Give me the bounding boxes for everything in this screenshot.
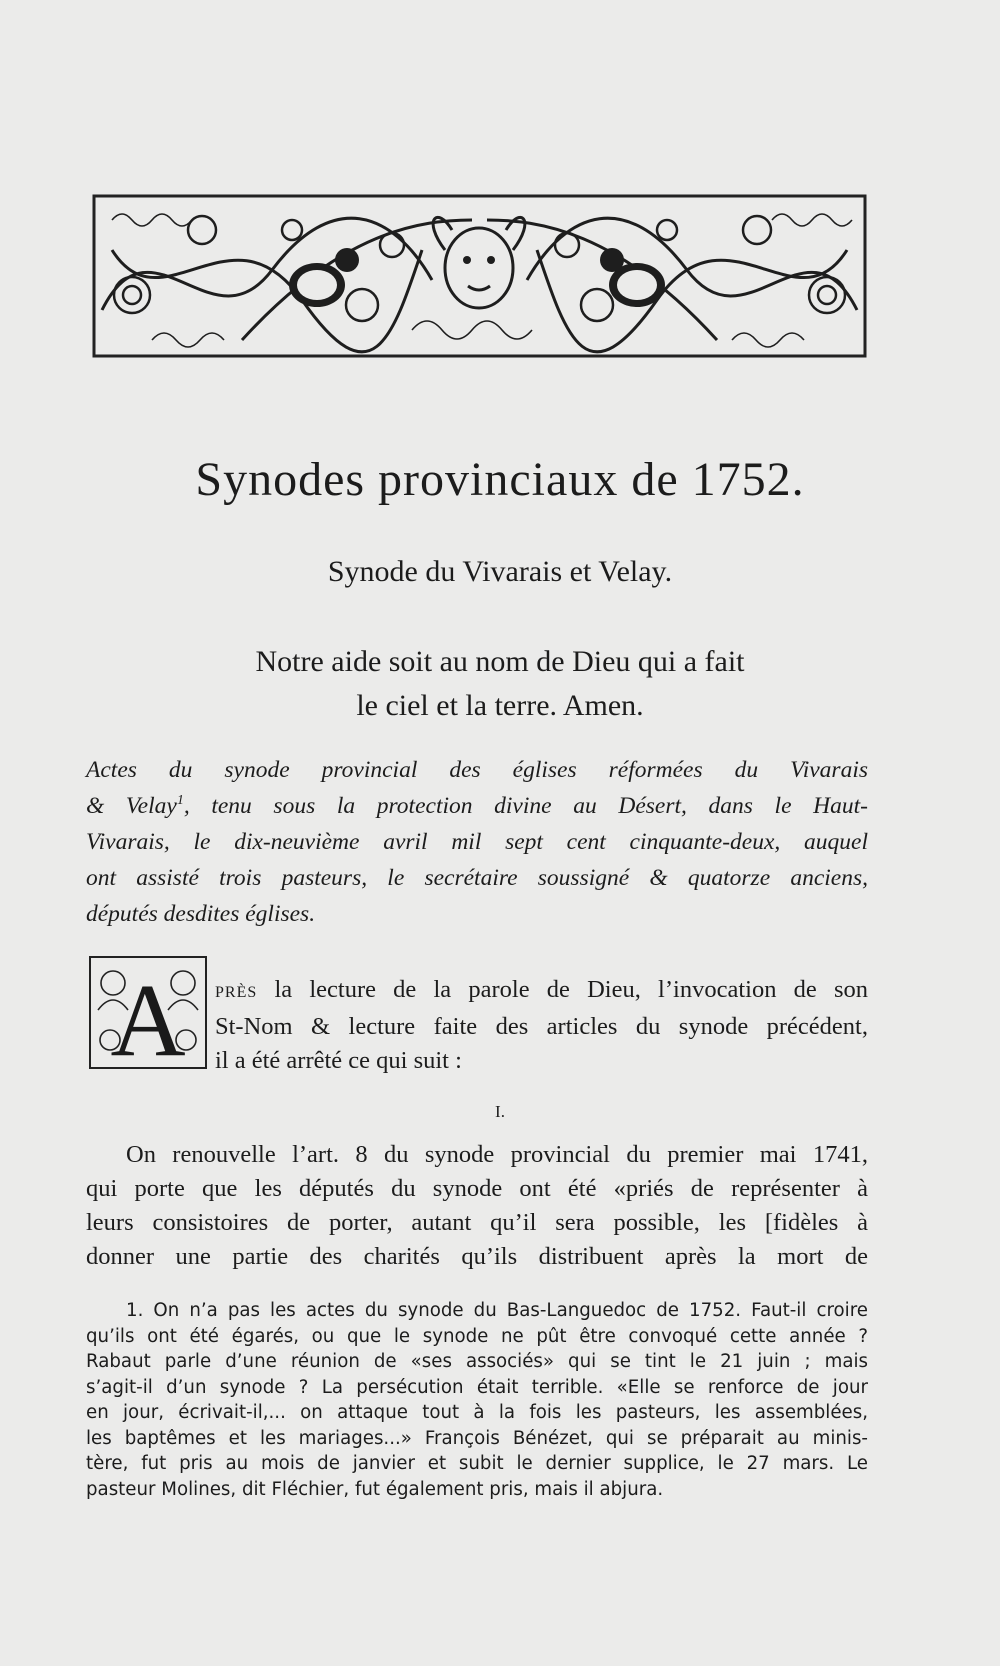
decorated-initial [88,955,208,1070]
footnote [86,1298,868,1502]
opening-line: St-Nom & lecture faite des articles du synode précédent, [215,1013,868,1040]
opening-paragraph [215,973,868,1078]
acts-line: Vivarais, le dix-neuvième avril mil sept cent cinquante-deux, auquel [86,829,868,855]
article-line: On renouvelle l’art. 8 du synode provincial du premier mai 1741, [126,1141,868,1168]
footnote-line: en jour, écrivait-il,... on attaque tout à la fois les pasteurs, les assemblées, [86,1402,868,1423]
acts-line-part: & Velay [86,793,177,819]
footnote-line: pasteur Molines, dit Fléchier, fut également pris, mais il abjura. [86,1478,664,1500]
invocation-line: le ciel et la terre. Amen. [356,689,644,722]
section-number: I. [495,1102,505,1121]
headpiece-ornament-icon [92,190,867,360]
acts-line: députés desdites églises. [86,901,316,927]
footnote-line: Rabaut parle d’une réunion de «ses associés» qui se tint le 21 juin ; mais [86,1351,868,1372]
acts-line-part: , tenu sous la protection divine au Désert, dans le Haut- [183,793,868,819]
opening-line-rest: la lecture de la parole de Dieu, l’invocation de son [257,976,868,1003]
opening-line: il a été arrêté ce qui suit : [215,1047,462,1074]
acts-line [86,788,868,824]
article-paragraph [86,1138,868,1274]
opening-line [215,973,868,1010]
synod-subtitle: Synode du Vivarais et Velay. [327,555,673,588]
invocation [0,640,1000,728]
article-line: leurs consistoires de porter, autant qu’il sera possible, les [fidèles à [86,1209,868,1236]
page-title: Synodes provinciaux de 1752. [195,453,805,506]
opening-smallcaps: PRÈS [215,984,258,1001]
invocation-line: Notre aide soit au nom de Dieu qui a fait [255,645,745,678]
ornamental-headpiece [92,190,867,360]
article-line: donner une partie des charités qu’ils distribuent après la mort de [86,1243,868,1270]
footnote-line: qu’ils ont été égarés, ou que le synode ne pût être convoqué cette année ? [86,1325,868,1347]
footnote-line: 1. On n’a pas les actes du synode du Bas-Languedoc de 1752. Faut-il croire [126,1300,868,1321]
acts-line: ont assisté trois pasteurs, le secrétaire soussigné & quatorze anciens, [86,865,868,891]
acts-heading [86,752,868,932]
footnote-line: s’agit-il d’un synode ? La persécution était terrible. «Elle se renforce de jour [86,1376,868,1398]
acts-line: Actes du synode provincial des églises réformées du Vivarais [86,757,868,783]
footnote-ref: 1 [176,793,184,809]
article-line: qui porte que les députés du synode ont été «priés de représenter à [86,1175,868,1202]
initial-letter: A [110,963,186,1070]
footnote-line: les baptêmes et les mariages...» François Bénézet, qui se préparait au minis- [86,1427,868,1449]
footnote-line: tère, fut pris au mois de janvier et subit le dernier supplice, le 27 mars. Le [86,1453,868,1474]
